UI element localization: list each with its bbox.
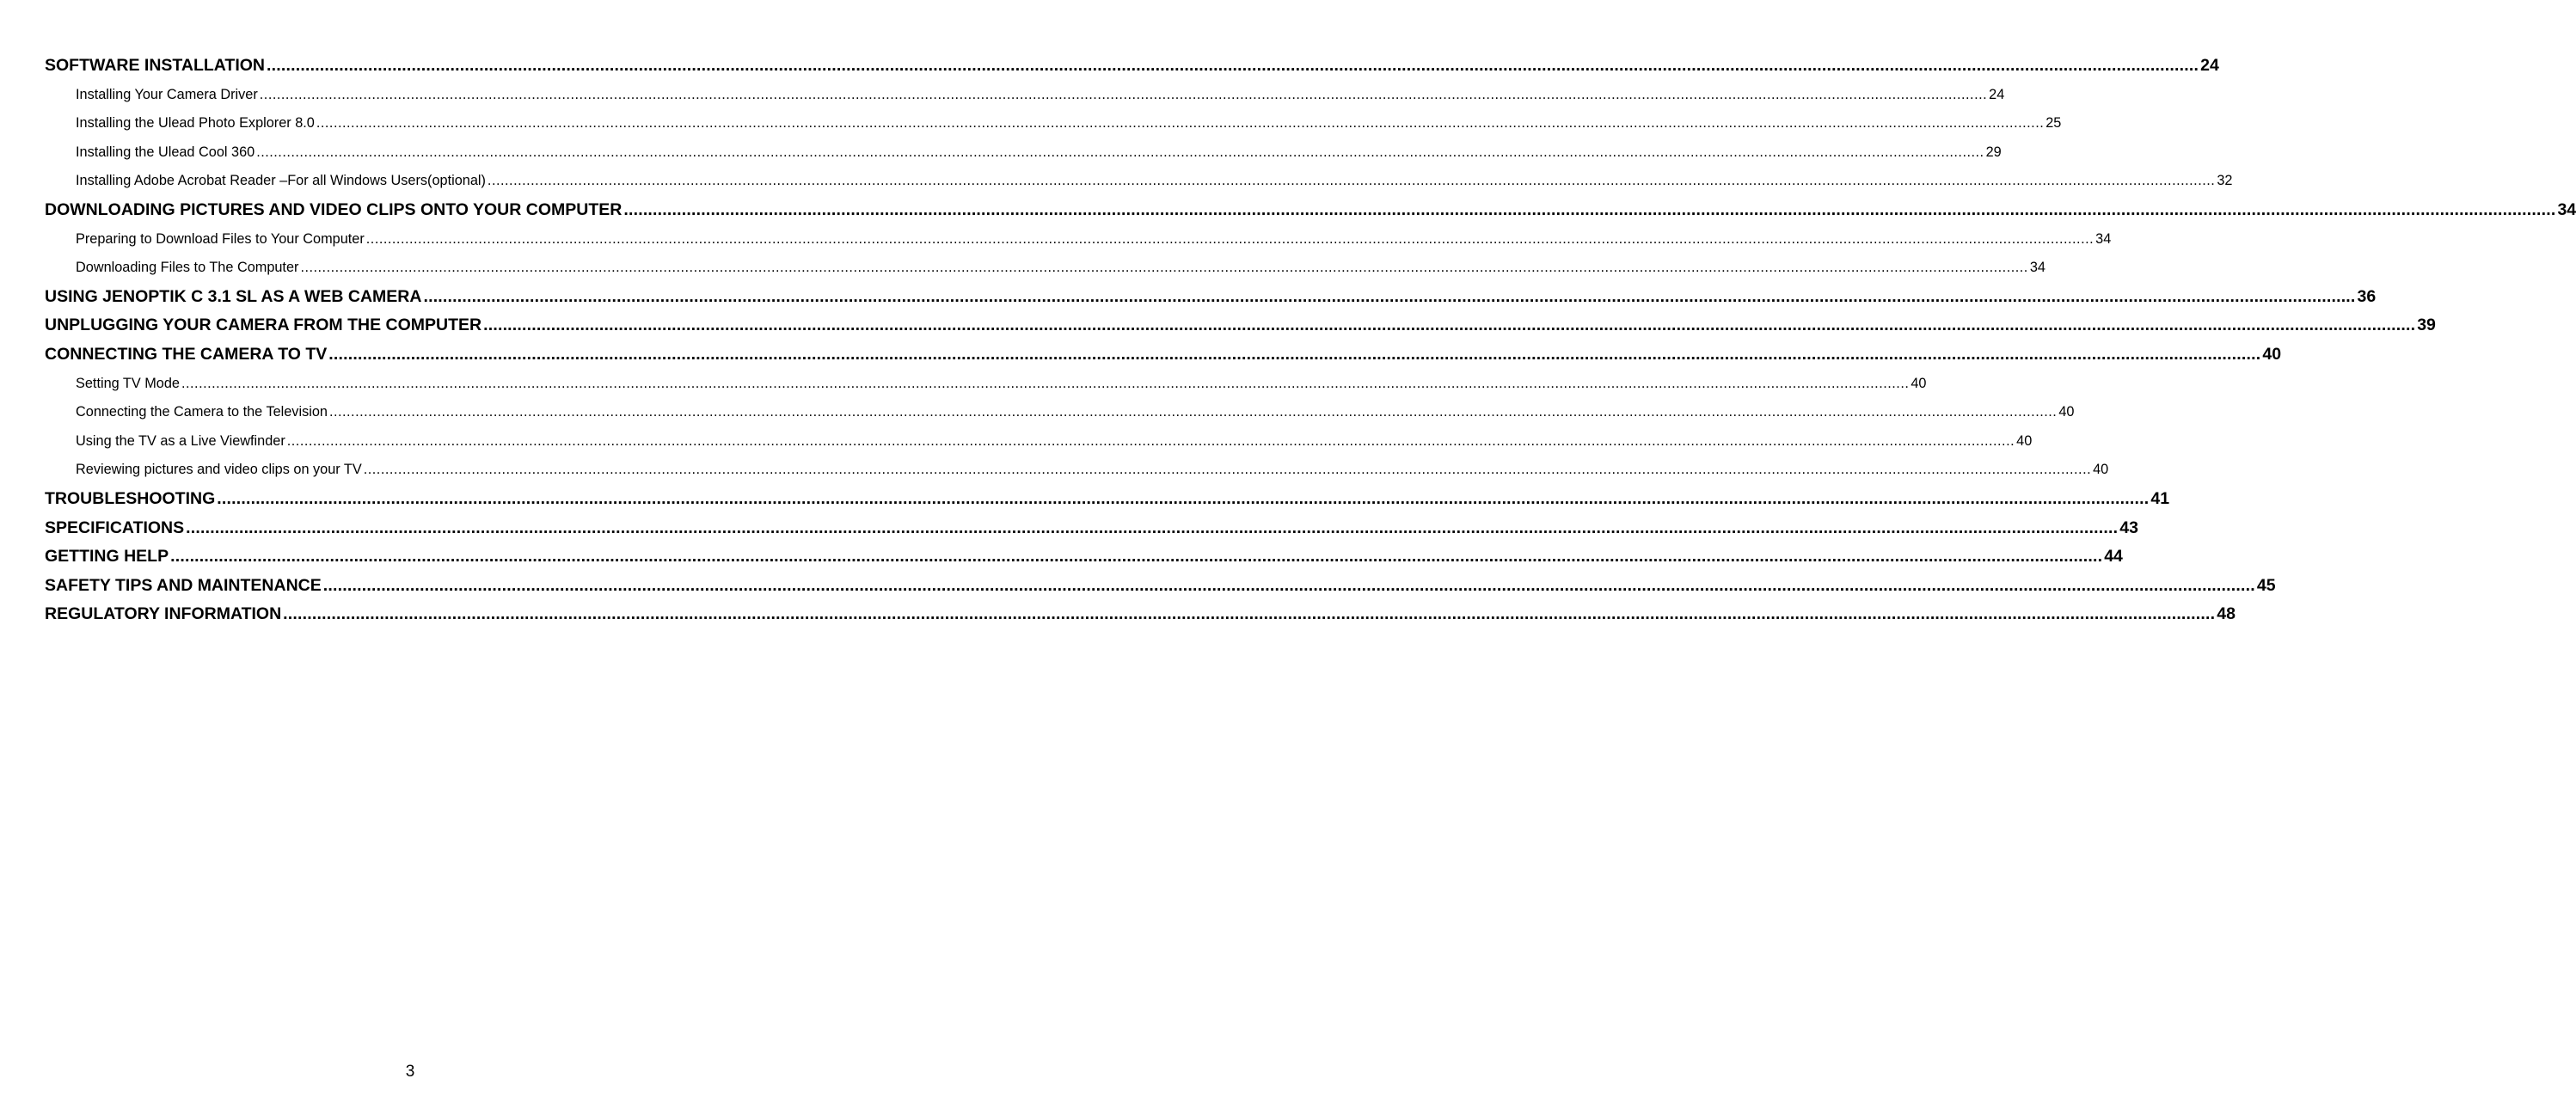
toc-section-entry[interactable] [45, 514, 2138, 543]
toc-subsection-entry[interactable] [45, 398, 2075, 427]
toc-entry-title: Preparing to Download Files to Your Computer [76, 230, 365, 247]
toc-entry-title: SAFETY TIPS AND MAINTENANCE [45, 575, 322, 595]
toc-section-entry[interactable] [45, 600, 2236, 629]
toc-section-entry[interactable] [45, 283, 2377, 312]
toc-subsection-entry[interactable] [45, 254, 2045, 283]
toc-section-entry[interactable] [45, 52, 2219, 81]
dot-leader: ................................................................................................................................................................................................................................................................................................................................................................................................................ [267, 56, 2199, 75]
toc-entry-title: TROUBLESHOOTING [45, 488, 216, 508]
toc-entry-page-number: 40 [1911, 375, 1927, 391]
dot-leader: ................................................................................................................................................................................................................................................................................................................................................................................................................ [259, 86, 1988, 102]
toc-entry-page-number: 40 [2016, 432, 2033, 449]
toc-entry-page-number: 34 [2095, 230, 2112, 247]
toc-entry-page-number: 43 [2119, 518, 2138, 537]
toc-entry-page-number: 39 [2417, 316, 2436, 335]
toc-entry-page-number: 40 [2093, 462, 2109, 478]
toc-subsection-entry[interactable] [45, 427, 2033, 457]
toc-entry-page-number: 44 [2104, 547, 2123, 567]
toc-entry-title: Installing Adobe Acrobat Reader –For all Windows Users(optional) [76, 173, 486, 189]
toc-entry-page-number: 40 [2058, 404, 2075, 420]
toc-entry-title: UNPLUGGING YOUR CAMERA FROM THE COMPUTER [45, 316, 482, 335]
toc-entry-page-number: 32 [2217, 173, 2233, 189]
dot-leader: ................................................................................................................................................................................................................................................................................................................................................................................................................ [181, 375, 1910, 391]
toc-entry-page-number: 36 [2357, 286, 2377, 306]
dot-leader: ................................................................................................................................................................................................................................................................................................................................................................................................................ [300, 260, 2028, 276]
toc-subsection-entry[interactable] [45, 167, 2233, 196]
toc-entry-page-number: 24 [2200, 56, 2219, 75]
table-of-contents [45, 52, 2576, 629]
toc-entry-page-number: 40 [2262, 344, 2282, 364]
toc-entry-page-number: 29 [1985, 144, 2002, 160]
toc-entry-page-number: 45 [2256, 575, 2276, 595]
toc-entry-title: Reviewing pictures and video clips on your TV [76, 462, 362, 478]
dot-leader: ................................................................................................................................................................................................................................................................................................................................................................................................................ [328, 344, 2261, 364]
dot-leader: ................................................................................................................................................................................................................................................................................................................................................................................................................ [286, 432, 2015, 449]
toc-entry-title: SOFTWARE INSTALLATION [45, 56, 266, 75]
toc-entry-title: SPECIFICATIONS [45, 518, 185, 537]
dot-leader: ................................................................................................................................................................................................................................................................................................................................................................................................................ [423, 286, 2356, 306]
toc-section-entry[interactable] [45, 572, 2276, 601]
dot-leader: ................................................................................................................................................................................................................................................................................................................................................................................................................ [283, 604, 2216, 624]
toc-subsection-entry[interactable] [45, 456, 2109, 485]
dot-leader: ................................................................................................................................................................................................................................................................................................................................................................................................................ [483, 316, 2416, 335]
dot-leader: ................................................................................................................................................................................................................................................................................................................................................................................................................ [256, 144, 1984, 160]
toc-section-entry[interactable] [45, 311, 2436, 340]
toc-entry-title: Installing Your Camera Driver [76, 86, 258, 102]
toc-entry-title: Connecting the Camera to the Television [76, 404, 328, 420]
toc-subsection-entry[interactable] [45, 370, 1927, 399]
toc-subsection-entry[interactable] [45, 225, 2112, 254]
toc-entry-page-number: 41 [2150, 488, 2170, 508]
toc-section-entry[interactable] [45, 340, 2282, 370]
toc-entry-title: Installing the Ulead Cool 360 [76, 144, 255, 160]
dot-leader: ................................................................................................................................................................................................................................................................................................................................................................................................................ [186, 518, 2119, 537]
toc-entry-page-number: 34 [2557, 199, 2576, 219]
toc-entry-title: Setting TV Mode [76, 375, 180, 391]
toc-entry-title: GETTING HELP [45, 547, 169, 567]
toc-entry-page-number: 24 [1989, 86, 2005, 102]
dot-leader: ................................................................................................................................................................................................................................................................................................................................................................................................................ [217, 488, 2150, 508]
dot-leader: ................................................................................................................................................................................................................................................................................................................................................................................................................ [365, 230, 2095, 247]
dot-leader: ................................................................................................................................................................................................................................................................................................................................................................................................................ [170, 547, 2103, 567]
toc-section-entry[interactable] [45, 542, 2123, 572]
toc-entry-title: USING JENOPTIK C 3.1 SL AS A WEB CAMERA [45, 286, 422, 306]
toc-subsection-entry[interactable] [45, 109, 2062, 138]
dot-leader: ................................................................................................................................................................................................................................................................................................................................................................................................................ [363, 462, 2092, 478]
dot-leader: ................................................................................................................................................................................................................................................................................................................................................................................................................ [316, 115, 2045, 132]
toc-entry-title: Downloading Files to The Computer [76, 260, 299, 276]
toc-entry-page-number: 34 [2029, 260, 2045, 276]
page-number: 3 [405, 1063, 415, 1081]
toc-subsection-entry[interactable] [45, 138, 2002, 168]
dot-leader: ................................................................................................................................................................................................................................................................................................................................................................................................................ [487, 173, 2216, 189]
dot-leader: ................................................................................................................................................................................................................................................................................................................................................................................................................ [328, 404, 2058, 420]
toc-entry-title: REGULATORY INFORMATION [45, 604, 282, 624]
toc-entry-title: CONNECTING THE CAMERA TO TV [45, 344, 328, 364]
toc-entry-title: Using the TV as a Live Viewfinder [76, 432, 285, 449]
dot-leader: ................................................................................................................................................................................................................................................................................................................................................................................................................ [322, 575, 2255, 595]
toc-entry-page-number: 25 [2045, 115, 2062, 132]
toc-subsection-entry[interactable] [45, 81, 2005, 110]
toc-entry-title: Installing the Ulead Photo Explorer 8.0 [76, 115, 315, 132]
toc-section-entry[interactable] [45, 196, 2576, 225]
toc-section-entry[interactable] [45, 485, 2170, 514]
toc-entry-title: DOWNLOADING PICTURES AND VIDEO CLIPS ONTO YOUR COMPUTER [45, 199, 623, 219]
toc-entry-page-number: 48 [2217, 604, 2236, 624]
dot-leader: ................................................................................................................................................................................................................................................................................................................................................................................................................ [623, 199, 2556, 219]
